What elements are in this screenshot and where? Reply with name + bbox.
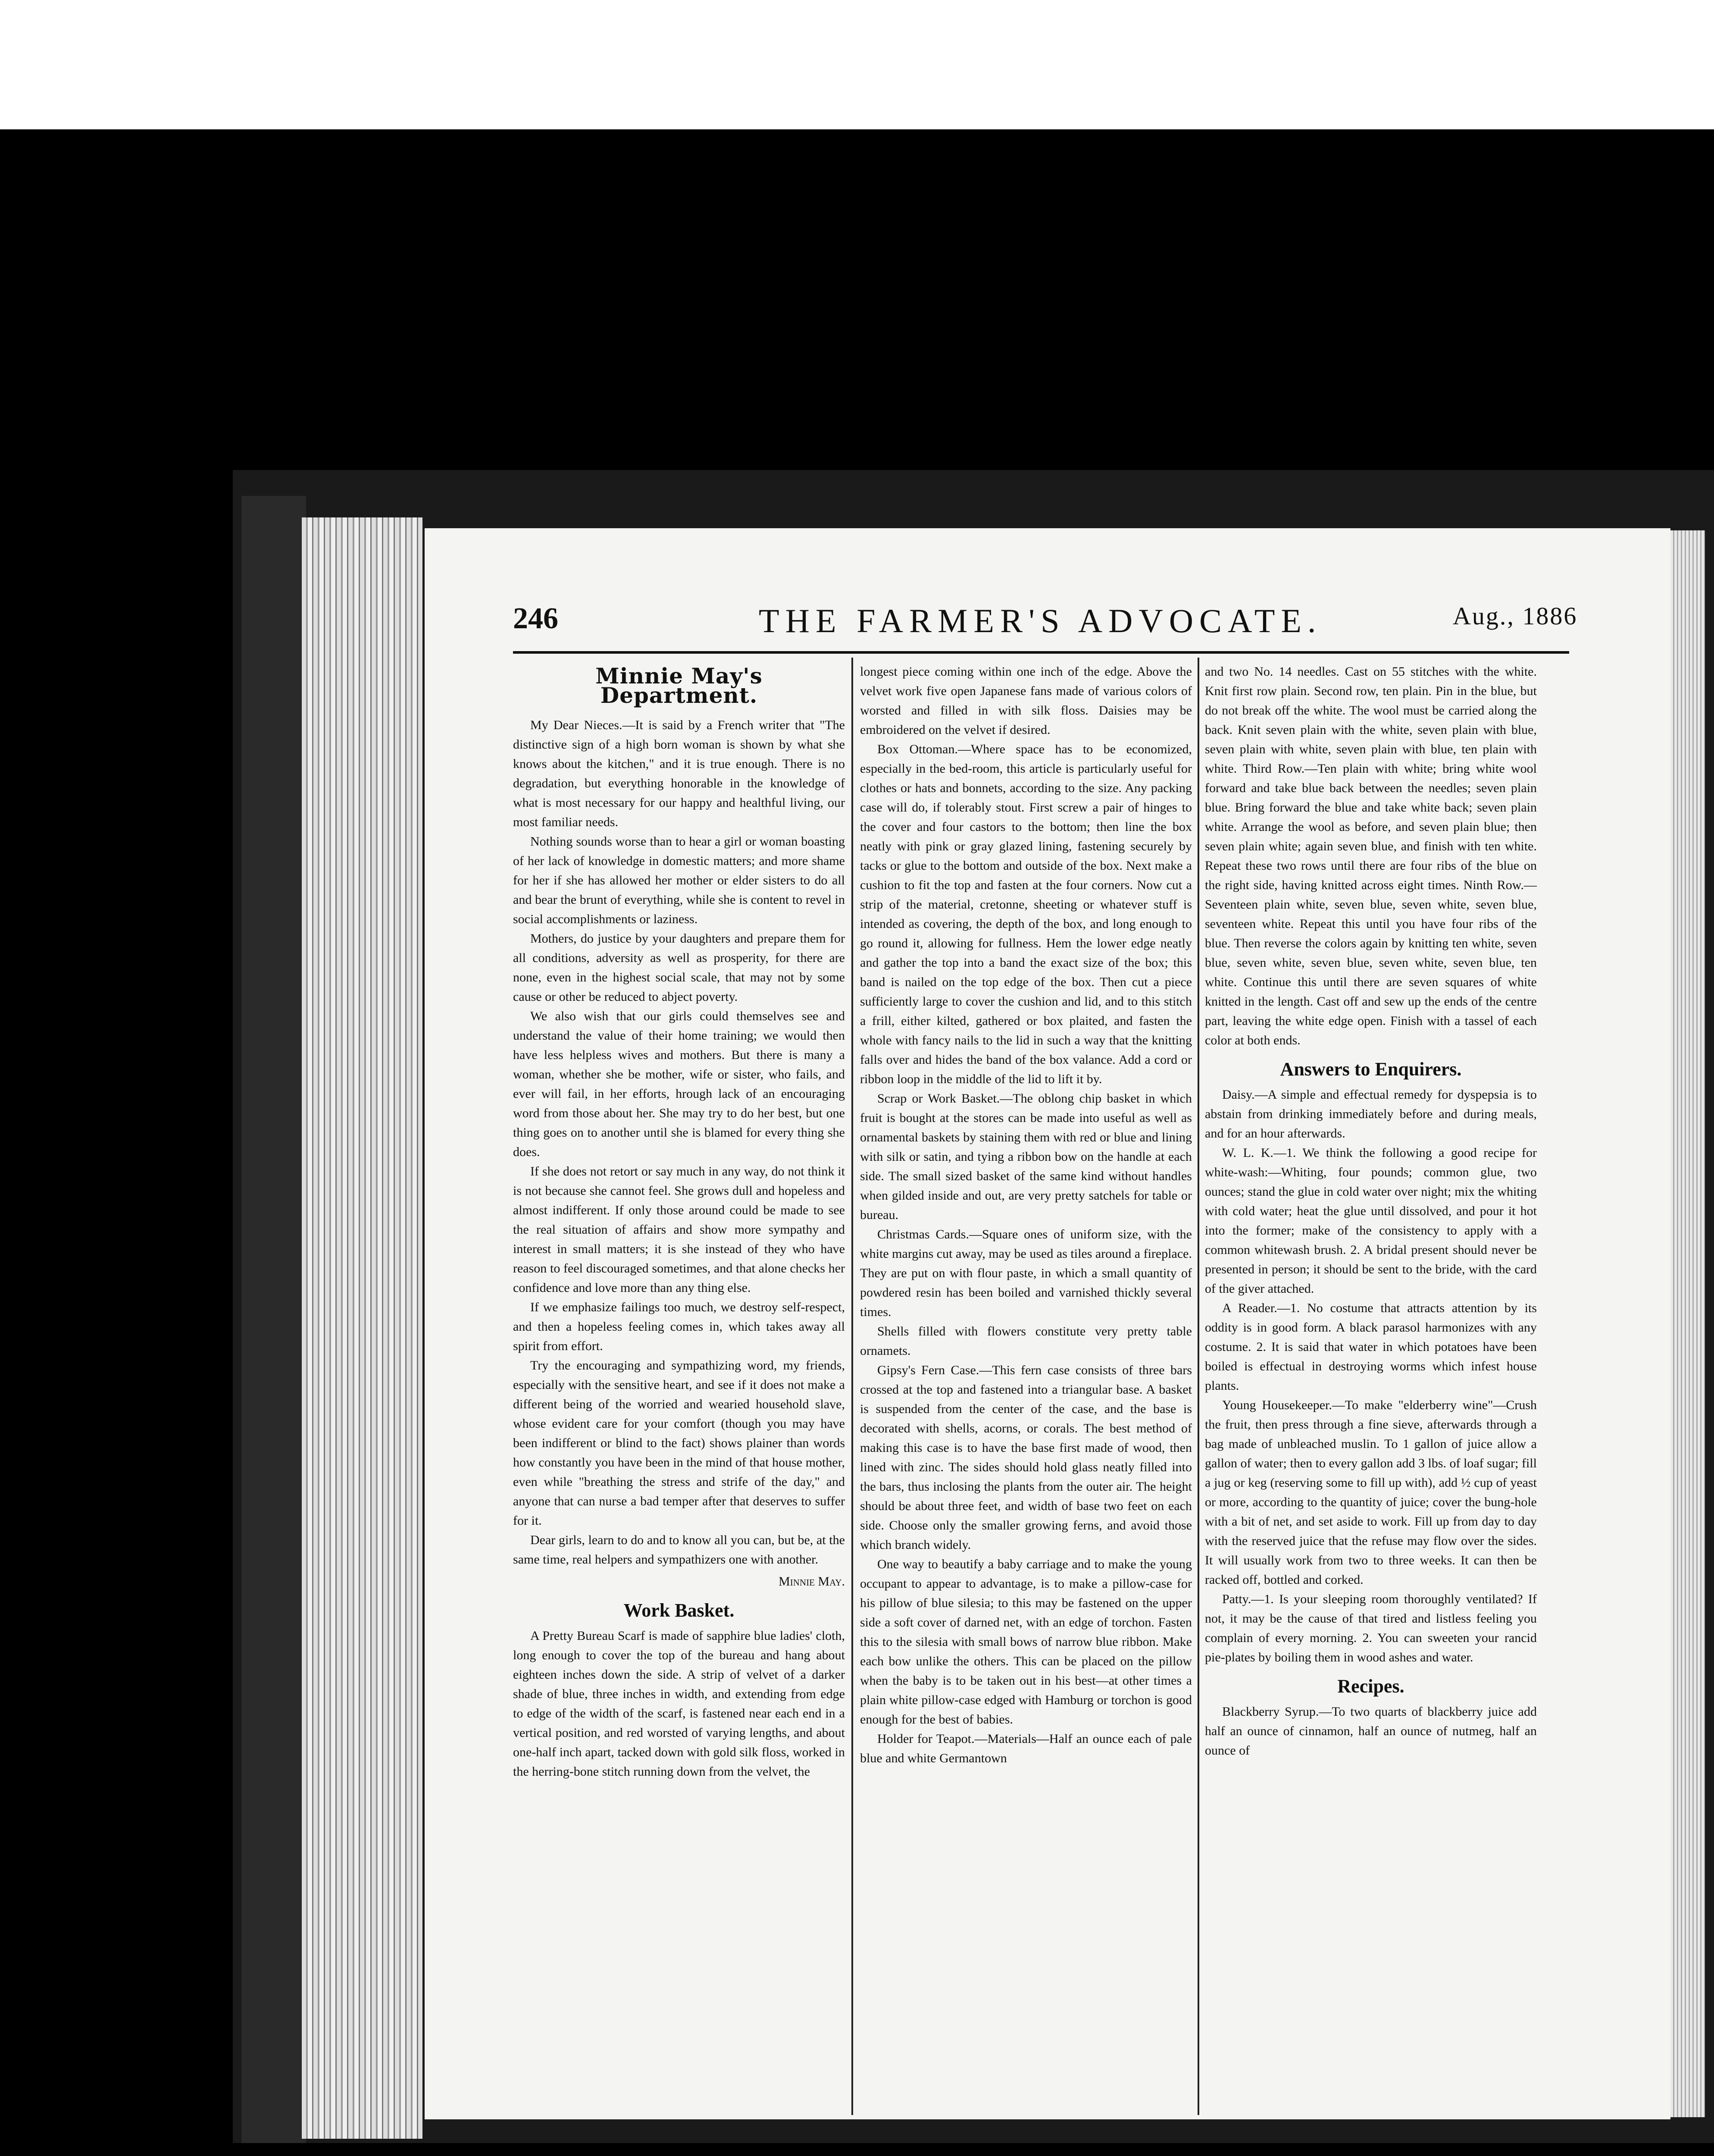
paragraph: A Pretty Bureau Scarf is made of sapphire blue ladies' cloth, long enough to cover the top of the bureau and hang about eighteen inches down the side. A strip of velvet of a darker shade of blue, three inches in width, and extending from edge to edge of the width of the scarf, is fastened near each end in a vertical position, and red worsted of varying lengths, and about one-half inch apart, tacked down with gold silk floss, worked in the herring-bone stitch running down from the velvet, the	[513, 1629, 845, 1779]
paragraph: Dear girls, learn to do and to know all you can, but be, at the same time, real helpers and sympathizers one with another.	[513, 1533, 845, 1567]
paragraph: If she does not retort or say much in any way, do not think it is not because she cannot feel. She grows dull and hopeless and almost indifferent. If only those around could be made to see the real situation of affairs and show more sympathy and interest in small matters; it is she instead of they who have reason to feel discouraged sometimes, and that alone checks her confidence and love more than any thing else.	[513, 1164, 845, 1295]
paragraph: Blackberry Syrup.—To two quarts of blackberry juice add half an ounce of cinnamon, half an ounce of nutmeg, half an ounce of	[1205, 1705, 1537, 1758]
page-number: 246	[513, 602, 558, 635]
paragraph: Try the encouraging and sympathizing word, my friends, especially with the sensitive heart, and see if it does not make a different being of the worried and wearied household slave, whose evident care for your comfort (though you may have been indifferent or blind to the fact) shows plainer than words how constantly you have been in the mind of that house mother, even while "breathing the stress and strife of the day," and anyone that can nurse a bad temper after that deserves to suffer for it.	[513, 1358, 845, 1528]
paragraph: and two No. 14 needles. Cast on 55 stitches with the white. Knit first row plain. Second row, ten plain. Pin in the blue, but do not break off the white. The wool must be carried along the back. Knit seven plain with the white, seven plain with blue, seven plain with white, seven plain with blue, ten plain with white. Third Row.—Ten plain with white; bring white wool forward and take blue back between the needles; seven plain blue. Bring forward the blue and take white back; seven plain white. Arrange the wool as before, and seven plain blue; then seven plain white; again seven blue, and finish with ten white. Repeat these two rows until there are four ribs of the blue on the right side, having knitted across eight times. Ninth Row.—Seventeen plain white, seven blue, seven white, seven blue, seventeen white. Repeat this until you have four ribs of the blue. Then reverse the colors again by knitting ten white, seven blue, seven white, seven blue, seven white, seven blue, ten white. Continue this until there are seven squares of white knitted in the length. Cast off and sew up the ends of the centre part, leaving the white edge open. Finish with a tassel of each color at both ends.	[1205, 664, 1537, 1047]
column-2	[860, 662, 1192, 1768]
signature: Minnie May.	[779, 1574, 845, 1589]
paragraph: W. L. K.—1. We think the following a good recipe for white-wash:—Whiting, four pounds; common glue, two ounces; stand the glue in cold water over night; mix the whiting with cold water; heat the glue until dissolved, and pour it hot into the former; make of the consistency to apply with a common whitewash brush. 2. A bridal present should never be presented in person; it should be sent to the bride, with the card of the giver attached.	[1205, 1146, 1537, 1296]
section-title: Recipes.	[1337, 1676, 1404, 1697]
paragraph: Nothing sounds worse than to hear a girl or woman boasting of her lack of knowledge in domestic matters; and more shame for her if she has allowed her mother or elder sisters to do all and bear the brunt of everything, while she is content to revel in social accomplishments or laziness.	[513, 834, 845, 926]
department-title: Minnie May's Department.	[595, 663, 763, 708]
masthead: THE FARMER'S ADVOCATE.	[759, 602, 1322, 639]
paragraph: Holder for Teapot.—Materials—Half an ounce each of pale blue and white Germantown	[860, 1732, 1192, 1765]
header-rule	[513, 651, 1569, 654]
paragraph: Young Housekeeper.—To make "elderberry wine"—Crush the fruit, then press through a fine sieve, afterwards through a bag made of unbleached muslin. To 1 gallon of juice allow a gallon of water; then to every gallon add 3 lbs. of loaf sugar; fill a jug or keg (reserving some to fill up with), add ½ cup of yeast or more, according to the quantity of juice; cover the bung-hole with a bit of net, and set aside to work. Fill up from day to day with the reserved juice that the refuse may flow over the sides. It will usually work from two to three weeks. It can then be racked off, bottled and corked.	[1205, 1398, 1537, 1587]
column-3	[1205, 662, 1537, 1760]
paragraph: We also wish that our girls could themselves see and understand the value of their home training; we would then have less helpless wives and mothers. But there is many a woman, whether she be mother, wife or sister, who fails, and ever will fail, in her efforts, hrough lack of an encouraging word from those about her. She may try to do her best, but one thing goes on to another until she is blamed for every thing she does.	[513, 1009, 845, 1159]
paragraph: My Dear Nieces.—It is said by a French writer that "The distinctive sign of a high born woman is shown by what she knows about the kitchen," and it is true enough. There is no degradation, but everything honorable in the knowledge of what is most necessary for our happy and healthful living, our most familiar needs.	[513, 718, 845, 829]
section-title: Answers to Enquirers.	[1280, 1059, 1462, 1080]
paragraph: Patty.—1. Is your sleeping room thoroughly ventilated? If not, it may be the cause of that tired and listless feeling you complain of every morning. 2. You can sweeten your rancid pie-plates by boiling them in wood ashes and water.	[1205, 1592, 1537, 1664]
paragraph: longest piece coming within one inch of the edge. Above the velvet work five open Japanese fans made of various colors of worsted and filled in with silk floss. Daisies may be embroidered on the velvet if desired.	[860, 664, 1192, 737]
paragraph: Box Ottoman.—Where space has to be economized, especially in the bed-room, this article is particularly useful for clothes or hats and bonnets, according to the size. Any packing case will do, if tolerably stout. First screw a pair of hinges to the cover and four castors to the bottom; then line the box neatly with pink or gray glazed lining, fastening securely by tacks or glue to the bottom and outside of the box. Next make a cushion to fit the top and fasten at the four corners. Now cut a strip of the material, cretonne, sheeting or whatever stuff is intended as covering, the depth of the box, and long enough to go round it, allowing for fullness. Hem the lower edge neatly and gather the top into a band the exact size of the box; this band is nailed on the top edge of the box. Then cut a piece sufficiently large to cover the cushion and lid, and to this stitch a frill, either kilted, gathered or box plaited, and fasten the whole with fancy nails to the lid in such a way that the knitting falls over and hides the band of the box valance. Add a cord or ribbon loop in the middle of the lid to lift it by.	[860, 742, 1192, 1086]
paragraph: Mothers, do justice by your daughters and prepare them for all conditions, adversity as well as prosperity, for there are none, even in the highest social scale, that may not by some cause or other be reduced to abject poverty.	[513, 931, 845, 1004]
paragraph: One way to beautify a baby carriage and to make the young occupant to appear to advantage, is to make a pillow-case for his pillow of blue silesia; to this may be fastened on the upper side a soft cover of darned net, with an edge of torchon. Fasten this to the silesia with small bows of narrow blue ribbon. Make each bow unlike the others. This can be placed on the pillow when the baby is to be taken out in his best—at other times a plain white pillow-case edged with Hamburg or torchon is good enough for the best of babies.	[860, 1557, 1192, 1727]
paragraph: Christmas Cards.—Square ones of uniform size, with the white margins cut away, may be used as tiles around a fireplace. They are put on with flour paste, in which a small quantity of powdered resin has been boiled and varnished thickly several times.	[860, 1227, 1192, 1319]
paragraph: Daisy.—A simple and effectual remedy for dyspepsia is to abstain from drinking immediately before and during meals, and for an hour afterwards.	[1205, 1087, 1537, 1141]
paragraph: A Reader.—1. No costume that attracts attention by its oddity is in good form. A black parasol harmonizes with any costume. 2. It is said that water in which potatoes have been boiled is effectual in destroying worms which infest house plants.	[1205, 1301, 1537, 1393]
issue-date: Aug., 1886	[1453, 602, 1578, 630]
paragraph: Scrap or Work Basket.—The oblong chip basket in which fruit is bought at the stores can be made into useful as well as ornamental baskets by staining them with red or blue and lining with silk or satin, and tying a ribbon bow on the handle at each side. The small sized basket of the same kind without handles when gilded inside and out, are very pretty satchels for table or bureau.	[860, 1091, 1192, 1222]
top-margin	[0, 0, 1714, 129]
column-divider	[851, 658, 853, 2115]
book-binding	[241, 496, 306, 2143]
column-1	[513, 662, 845, 1781]
book-page-stack	[302, 517, 422, 2139]
paragraph: If we emphasize failings too much, we destroy self-respect, and then a hopeless feeling comes in, which takes away all spirit from effort.	[513, 1300, 845, 1353]
column-divider	[1198, 658, 1199, 2115]
page-edge	[1670, 530, 1705, 2117]
paragraph: Gipsy's Fern Case.—This fern case consists of three bars crossed at the top and fastened into a triangular base. A basket is suspended from the center of the case, and the base is decorated with shells, acorns, or corals. The best method of making this case is to have the base first made of wood, then lined with zinc. The sides should hold glass neatly filled into the bars, thus inclosing the plants from the outer air. The height should be about three feet, and width of base two feet on each side. Choose only the smaller growing ferns, and avoid those which branch widely.	[860, 1363, 1192, 1552]
paragraph: Shells filled with flowers constitute very pretty table ornamets.	[860, 1324, 1192, 1358]
section-title: Work Basket.	[623, 1600, 735, 1621]
